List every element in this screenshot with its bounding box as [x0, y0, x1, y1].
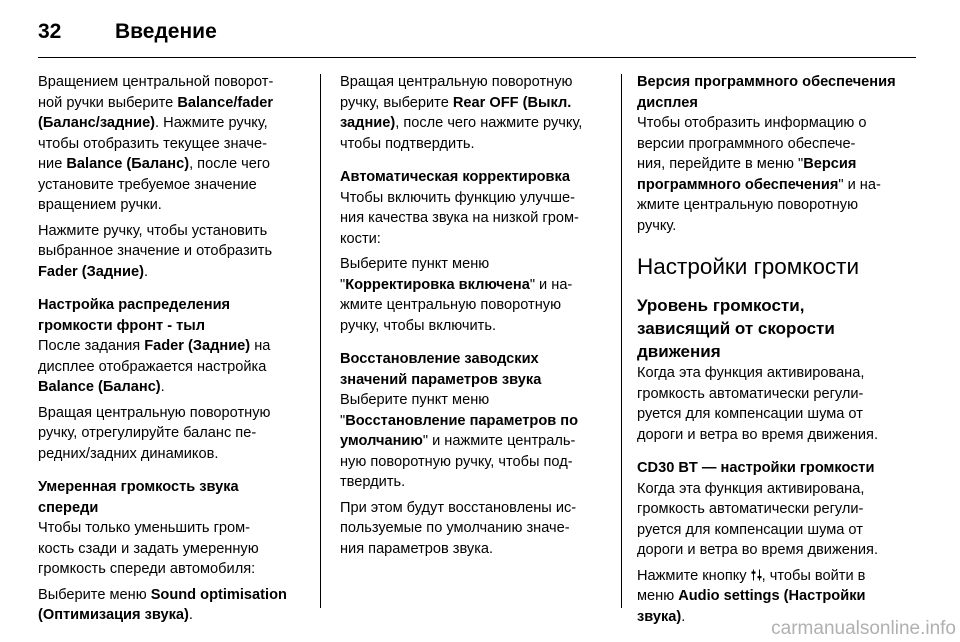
section-moderate-front-volume: Умеренная громкость звука спереди Чтобы только уменьшить гром‐ кость сзади и задать умеренную громкость спереди автомобиля:	[38, 477, 308, 580]
section-heading: Восстановление заводских	[340, 351, 539, 367]
section-heading: CD30 BT — настройки громкости	[637, 460, 875, 476]
paragraph-audio-settings: Нажмите кнопку , чтобы войти в меню Audio settings (Настройки звука).	[637, 567, 866, 625]
section-heading: значений параметров звука	[340, 371, 542, 388]
page-number: 32	[38, 20, 62, 43]
paragraph-enable-correction: Выберите пункт меню "Корректировка включена" и на‐ жмите центральную поворотную ручку, чтобы включить.	[340, 256, 573, 334]
section-software-version: Версия программного обеспечения дисплея Чтобы отобразить информацию о версии программного обеспече‐ ния, перейдите в меню "Версия программного обеспечения" и на‐ жмите центральную поворотную ручку.	[637, 72, 917, 236]
column-2	[340, 72, 608, 559]
section-heading: Автоматическая корректировка	[340, 169, 570, 185]
section-front-rear-distribution: Настройка распределения громкости фронт - тыл После задания Fader (Задние) на дисплее отображается настройка Balance (Баланс).	[38, 295, 308, 398]
subsection-title-speed-volume: Уровень громкости, зависящий от скорости движения	[637, 296, 835, 361]
paragraph-speed-volume: Когда эта функция активирована, громкость автоматически регули‐ руется для компенсации шума от дороги и ветра во время движения.	[637, 365, 878, 443]
column-1	[38, 72, 308, 626]
menu-term-software-version: Версия	[803, 156, 857, 172]
section-heading: спереди	[38, 499, 99, 516]
section-heading: дисплея	[637, 94, 698, 111]
paragraph-confirm-fader: Нажмите ручку, чтобы установить выбранное значение и отобразить Fader (Задние).	[38, 222, 273, 280]
column-3	[637, 72, 917, 627]
page-title: Введение	[115, 20, 217, 43]
menu-term-balance-fader-ru: (Баланс/задние)	[38, 115, 156, 131]
section-heading: Версия программного обеспечения	[637, 74, 896, 90]
menu-term-fader: Fader (Задние)	[38, 263, 144, 280]
paragraph-balance-fader: Вращением центральной поворот‐ ной ручки выберите Balance/fader (Баланс/задние). Нажмите ручку, чтобы отобразить текущее значе‐ ние Balance (Баланс), после чего установите требуемое значение вращением ручки.	[38, 74, 274, 213]
menu-term-balance: Balance (Баланс)	[66, 156, 190, 172]
section-factory-reset: Восстановление заводских значений параметров звука Выберите пункт меню "Восстановление параметров по умолчанию" и нажмите централь‐ ную поворотную ручку, чтобы под‐ твердить.	[340, 349, 608, 493]
menu-term-restore-defaults: Восстановление параметров по	[345, 412, 579, 429]
paragraph-rear-off: Вращая центральную поворотную ручку, выберите Rear OFF (Выкл. задние), после чего нажмите ручку, чтобы подтвердить.	[340, 74, 583, 152]
column-divider-2	[621, 74, 622, 608]
section-title-volume-settings: Настройки громкости	[637, 254, 860, 279]
header-rule	[38, 57, 916, 58]
section-heading: Настройка распределения	[38, 297, 231, 313]
tone-settings-icon	[751, 569, 762, 581]
menu-term-rear-off: Rear OFF (Выкл.	[452, 94, 572, 111]
menu-term-sound-optimisation: Sound optimisation	[150, 586, 287, 603]
section-cd30-volume: CD30 BT — настройки громкости Когда эта функция активирована, громкость автоматически регули‐ руется для компенсации шума от дороги и ветра во время движения.	[637, 458, 917, 561]
menu-term-balance-fader: Balance/fader	[177, 94, 274, 111]
paragraph-adjust-balance: Вращая центральную поворотную ручку, отрегулируйте баланс пе‐ редних/задних динамиков.	[38, 404, 271, 462]
section-heading: громкости фронт - тыл	[38, 317, 206, 334]
section-heading: Умеренная громкость звука	[38, 479, 239, 495]
section-auto-correction: Автоматическая корректировка Чтобы включить функцию улучше‐ ния качества звука на низкой гром‐ кости:	[340, 167, 608, 249]
paragraph-sound-optimisation: Выберите меню Sound optimisation (Оптимизация звука).	[38, 586, 287, 623]
menu-term-correction-on: Корректировка включена	[345, 276, 530, 293]
watermark: carmanualsonline.info	[771, 618, 956, 639]
paragraph-defaults-restored: При этом будут восстановлены ис‐ пользуемые по умолчанию значе‐ ния параметров звука.	[340, 499, 577, 557]
menu-term-audio-settings: Audio settings (Настройки	[678, 588, 866, 604]
column-divider-1	[320, 74, 321, 608]
page-header	[38, 14, 217, 50]
